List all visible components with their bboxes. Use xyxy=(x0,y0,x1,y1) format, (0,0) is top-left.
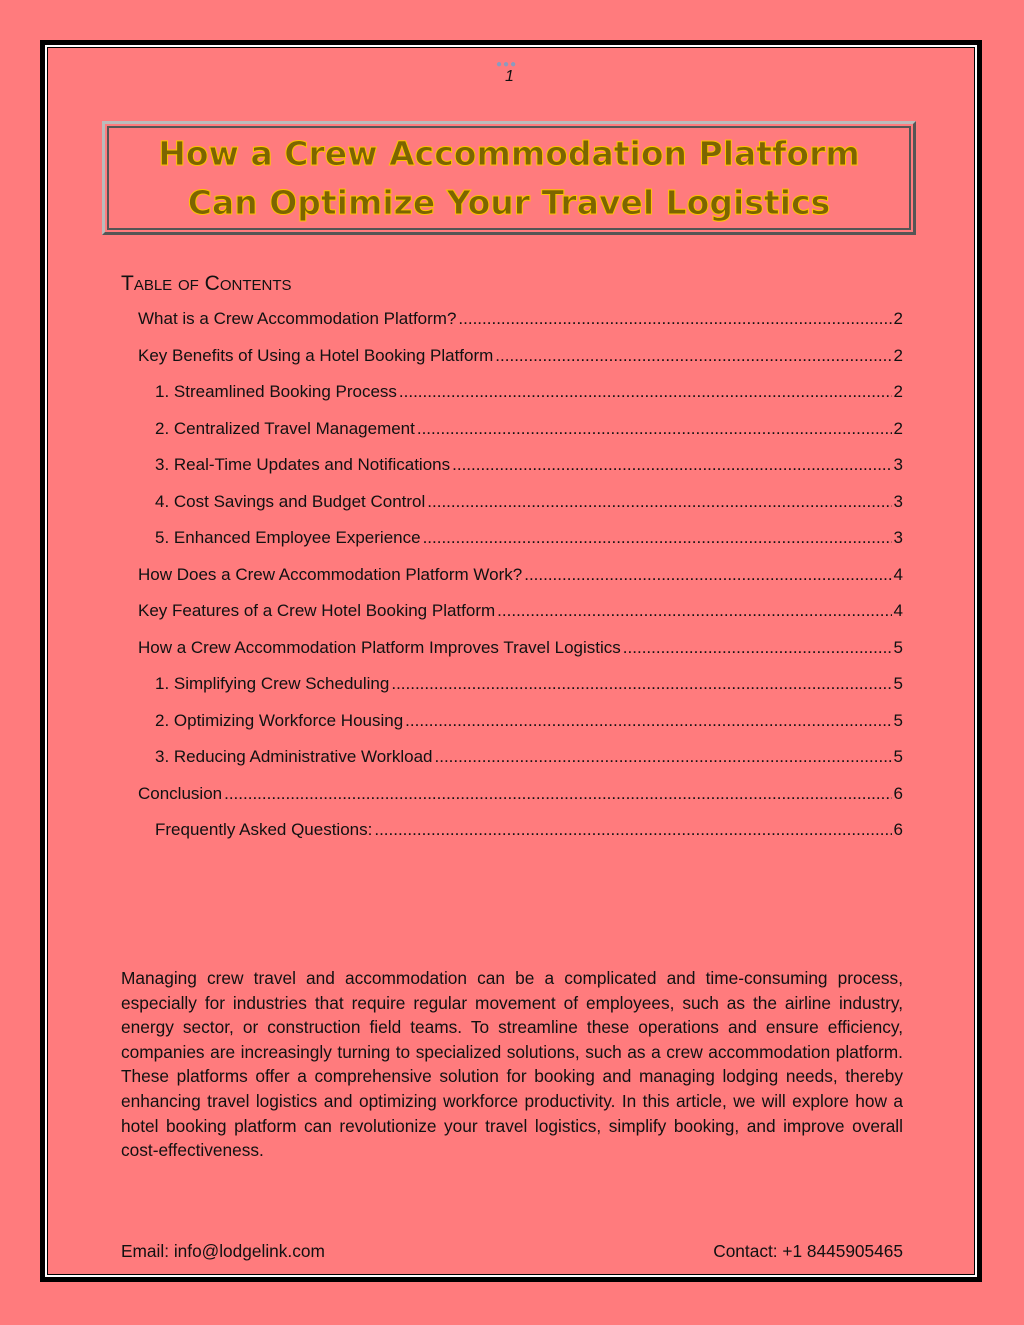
toc-entry-page: 4 xyxy=(893,601,903,620)
footer-contact: Contact: +1 8445905465 xyxy=(713,1241,903,1261)
toc-leader xyxy=(497,601,891,621)
toc-entry-page: 3 xyxy=(893,455,903,474)
toc-entry[interactable] xyxy=(138,674,903,711)
toc-leader xyxy=(374,820,891,840)
toc-entry-label: How a Crew Accommodation Platform Improves Travel Logistics xyxy=(138,637,621,657)
toc-entry-page: 5 xyxy=(893,637,903,657)
toc-entry[interactable] xyxy=(138,711,903,748)
toc-leader xyxy=(524,565,891,585)
title-line-1: How a Crew Accommodation Platform xyxy=(158,134,860,173)
toc-entry-label: 4. Cost Savings and Budget Control xyxy=(155,491,426,511)
toc-leader xyxy=(391,674,891,694)
toc-entry[interactable] xyxy=(138,638,903,675)
toc-entry[interactable] xyxy=(138,309,903,346)
toc-entry-page: 3 xyxy=(893,528,903,547)
footer xyxy=(121,1241,903,1262)
page-number: 1 xyxy=(505,68,514,85)
toc-entry[interactable] xyxy=(138,747,903,784)
toc-entry[interactable] xyxy=(138,382,903,419)
toc-entry[interactable] xyxy=(138,419,903,456)
toc-leader xyxy=(435,747,892,767)
table-of-contents xyxy=(138,309,903,857)
toc-entry-label: 2. Optimizing Workforce Housing xyxy=(155,710,404,730)
title-line-2: Can Optimize Your Travel Logistics xyxy=(187,183,831,222)
toc-leader xyxy=(399,382,892,402)
toc-leader xyxy=(417,419,892,439)
toc-leader xyxy=(495,346,891,366)
toc-entry-page: 2 xyxy=(893,309,903,328)
title-box xyxy=(102,121,916,235)
toc-entry-label: 2. Centralized Travel Management xyxy=(155,418,415,438)
toc-leader xyxy=(452,455,891,475)
toc-leader xyxy=(405,711,891,731)
toc-entry-label: 3. Reducing Administrative Workload xyxy=(155,747,433,766)
page-title xyxy=(158,129,860,227)
toc-entry-label: Key Benefits of Using a Hotel Booking Platform xyxy=(138,345,494,365)
toc-entry[interactable] xyxy=(138,601,903,638)
intro-paragraph: Managing crew travel and accommodation can be a complicated and time-consuming process, especially for industries that require regular movement of employees, such as the airline industry, energy sector, or construction field teams. To streamline these operations and ensure efficiency, companies are increasingly turning to specialized solutions, such as a crew accommodation platform. These platforms offer a comprehensive solution for booking and managing lodging needs, thereby enhancing travel logistics and optimizing workforce productivity. In this article, we will explore how a hotel booking platform can revolutionize your travel logistics, simplify booking, and improve overall cost-effectiveness. xyxy=(121,968,903,1161)
toc-heading: Table of Contents xyxy=(121,272,292,295)
toc-entry-page: 3 xyxy=(893,491,903,511)
toc-entry-label: Conclusion xyxy=(138,783,223,803)
toc-entry-page: 4 xyxy=(893,564,903,584)
toc-leader xyxy=(427,492,891,512)
toc-entry-label: Key Features of a Crew Hotel Booking Platform xyxy=(138,601,496,620)
toc-entry-page: 6 xyxy=(893,820,903,839)
toc-entry-page: 5 xyxy=(893,710,903,730)
toc-entry-label: 3. Real-Time Updates and Notifications xyxy=(155,455,451,474)
toc-entry-label: 1. Streamlined Booking Process xyxy=(155,382,397,401)
toc-entry-label: 1. Simplifying Crew Scheduling xyxy=(155,674,390,693)
toc-entry-label: 5. Enhanced Employee Experience xyxy=(155,528,421,547)
toc-entry[interactable] xyxy=(138,455,903,492)
toc-entry[interactable] xyxy=(138,565,903,602)
toc-entry-page: 2 xyxy=(893,345,903,365)
toc-entry[interactable] xyxy=(138,346,903,383)
toc-entry[interactable] xyxy=(138,492,903,529)
footer-email: Email: info@lodgelink.com xyxy=(121,1241,325,1261)
toc-leader xyxy=(423,528,892,548)
toc-entry-label: Frequently Asked Questions: xyxy=(155,820,373,839)
toc-entry-page: 5 xyxy=(893,674,903,693)
toc-leader xyxy=(224,784,891,804)
ellipsis-icon: ●●● xyxy=(496,59,518,70)
toc-entry-page: 5 xyxy=(893,747,903,766)
toc-entry[interactable] xyxy=(138,784,903,821)
toc-entry-page: 2 xyxy=(893,418,903,438)
toc-entry-page: 6 xyxy=(893,783,903,803)
toc-entry-label: How Does a Crew Accommodation Platform Work? xyxy=(138,564,523,584)
toc-leader xyxy=(458,309,891,329)
toc-entry-label: What is a Crew Accommodation Platform? xyxy=(138,309,457,328)
toc-entry-page: 2 xyxy=(893,382,903,401)
toc-entry[interactable] xyxy=(138,528,903,565)
toc-leader xyxy=(623,638,892,658)
toc-entry[interactable] xyxy=(138,820,903,857)
